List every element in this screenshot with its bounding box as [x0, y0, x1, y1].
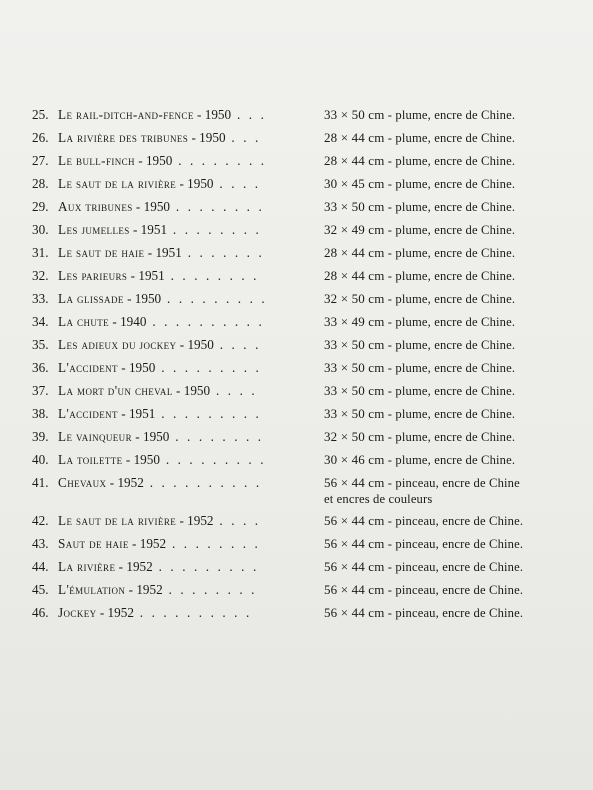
leader-dots: . . . . . . . . .	[152, 559, 259, 574]
desc-separator: -	[384, 384, 396, 398]
item-description	[324, 222, 569, 238]
item-title	[58, 605, 310, 621]
item-title-text: La glissade	[58, 291, 124, 306]
item-title-text: Saut de haie	[58, 536, 129, 551]
item-number: 40.	[32, 452, 49, 467]
item-description	[324, 153, 569, 169]
desc-separator: -	[384, 476, 396, 490]
item-medium: plume, encre de Chine.	[395, 246, 516, 260]
item-description	[324, 406, 569, 422]
desc-separator: -	[384, 606, 396, 620]
item-year: 1950	[199, 130, 226, 145]
title-separator: -	[96, 605, 108, 620]
title-separator: -	[122, 452, 134, 467]
item-title	[58, 337, 310, 353]
leader-dots: . . . . . . . . .	[155, 406, 262, 421]
title-separator: -	[134, 153, 146, 168]
item-title-text: La rivière des tribunes	[58, 130, 189, 145]
list-item	[0, 513, 593, 536]
desc-separator: -	[384, 223, 396, 237]
item-number: 28.	[32, 176, 49, 191]
leader-dots: . . . . . . . .	[172, 153, 267, 168]
desc-separator: -	[384, 108, 396, 122]
item-number: 39.	[32, 429, 49, 444]
item-description	[324, 582, 569, 598]
desc-separator: -	[384, 407, 396, 421]
item-title	[58, 452, 310, 468]
leader-dots: . . . . . . . .	[164, 268, 260, 283]
item-medium: plume, encre de Chine.	[395, 407, 516, 421]
desc-separator: -	[384, 537, 396, 551]
item-medium: plume, encre de Chine.	[395, 200, 516, 214]
item-year: 1950	[183, 383, 211, 398]
item-title-text: Le saut de la rivière	[58, 176, 177, 191]
leader-dots: . . . . . . . .	[170, 199, 265, 214]
item-title-text: Jockey	[58, 605, 97, 620]
list-item	[0, 559, 593, 582]
leader-dots: . . . . . . . . . .	[143, 475, 262, 490]
desc-separator: -	[384, 430, 396, 444]
item-dimensions: 33 × 50 cm	[324, 383, 385, 398]
item-number: 34.	[32, 314, 49, 329]
item-year: 1952	[136, 582, 163, 597]
item-dimensions: 33 × 50 cm	[324, 337, 385, 352]
item-medium: pinceau, encre de Chine.	[395, 537, 524, 551]
item-description	[324, 268, 569, 284]
item-description	[324, 337, 569, 353]
title-separator: -	[193, 107, 205, 122]
list-item	[0, 268, 593, 291]
item-dimensions: 56 × 44 cm	[324, 605, 385, 620]
desc-separator: -	[384, 338, 396, 352]
title-separator: -	[125, 582, 137, 597]
item-title-text: L'accident	[58, 360, 118, 375]
title-separator: -	[176, 337, 188, 352]
list-item	[0, 536, 593, 559]
item-number: 43.	[32, 536, 49, 551]
item-title	[58, 314, 310, 330]
leader-dots: . . . . . . . . .	[159, 452, 267, 467]
item-description	[324, 559, 569, 575]
list-item	[0, 429, 593, 452]
item-medium: pinceau, encre de Chine.	[395, 583, 524, 597]
item-description	[324, 130, 569, 146]
item-title-text: Le vainqueur	[58, 429, 132, 444]
item-year: 1950	[128, 360, 156, 375]
item-dimensions: 30 × 45 cm	[324, 176, 385, 191]
leader-dots: . . . . . . .	[181, 245, 265, 260]
item-description	[324, 245, 569, 261]
desc-separator: -	[384, 315, 396, 329]
list-item	[0, 199, 593, 222]
item-title	[58, 107, 310, 123]
item-title	[58, 536, 310, 552]
item-dimensions: 32 × 50 cm	[324, 429, 385, 444]
item-year: 1951	[138, 268, 165, 283]
title-separator: -	[129, 222, 141, 237]
title-separator: -	[106, 475, 118, 490]
item-number: 46.	[32, 605, 49, 620]
item-description	[324, 314, 569, 330]
item-dimensions: 33 × 50 cm	[324, 360, 385, 375]
title-separator: -	[117, 360, 129, 375]
title-separator: -	[132, 199, 144, 214]
item-dimensions: 56 × 44 cm	[324, 582, 385, 597]
title-separator: -	[123, 291, 135, 306]
item-description	[324, 383, 569, 399]
leader-dots: . . . . . . . .	[162, 582, 258, 597]
item-dimensions: 32 × 50 cm	[324, 291, 385, 306]
item-description	[324, 536, 569, 552]
item-title	[58, 222, 310, 238]
desc-separator: -	[384, 177, 396, 191]
list-item	[0, 222, 593, 245]
item-medium: plume, encre de Chine.	[395, 177, 516, 191]
item-medium: plume, encre de Chine.	[395, 453, 516, 467]
item-medium: plume, encre de Chine.	[395, 384, 516, 398]
item-title	[58, 130, 310, 146]
leader-dots: . . . .	[210, 383, 258, 398]
title-separator: -	[131, 429, 143, 444]
item-title	[58, 153, 310, 169]
item-year: 1950	[204, 107, 232, 122]
title-separator: -	[188, 130, 200, 145]
artwork-list	[0, 107, 593, 628]
item-year: 1940	[120, 314, 147, 329]
item-medium: plume, encre de Chine.	[395, 108, 516, 122]
item-title-text: Les adieux du jockey	[58, 337, 177, 352]
item-title-text: La chute	[58, 314, 110, 329]
item-year: 1950	[187, 176, 214, 191]
item-description	[324, 452, 569, 468]
item-title	[58, 559, 310, 575]
title-separator: -	[109, 314, 121, 329]
list-item	[0, 406, 593, 429]
item-year: 1952	[107, 605, 134, 620]
item-dimensions: 28 × 44 cm	[324, 268, 385, 283]
list-item	[0, 360, 593, 383]
desc-separator: -	[384, 514, 396, 528]
item-medium: plume, encre de Chine.	[395, 223, 516, 237]
item-title-text: Les jumelles	[58, 222, 130, 237]
desc-separator: -	[384, 292, 396, 306]
item-title	[58, 475, 310, 491]
item-title-text: Chevaux	[58, 475, 107, 490]
item-medium: plume, encre de Chine.	[395, 292, 516, 306]
list-item	[0, 605, 593, 628]
item-number: 42.	[32, 513, 49, 528]
item-title	[58, 429, 310, 445]
list-item	[0, 383, 593, 406]
item-year: 1951	[128, 406, 156, 421]
item-title-text: L'émulation	[58, 582, 126, 597]
item-number: 37.	[32, 383, 49, 398]
title-separator: -	[115, 559, 127, 574]
item-dimensions: 33 × 50 cm	[324, 199, 385, 214]
item-dimensions: 33 × 50 cm	[324, 406, 385, 421]
leader-dots: . . . . . . . .	[166, 536, 261, 551]
item-title	[58, 199, 310, 215]
item-number: 35.	[32, 337, 49, 352]
item-title-text: La toilette	[58, 452, 123, 467]
item-number: 38.	[32, 406, 49, 421]
title-separator: -	[127, 268, 139, 283]
item-year: 1952	[117, 475, 144, 490]
item-medium: plume, encre de Chine.	[395, 269, 516, 283]
title-separator: -	[144, 245, 156, 260]
item-medium: pinceau, encre de Chine.	[395, 514, 524, 528]
item-description	[324, 107, 569, 123]
item-medium: pinceau, encre de Chine.	[395, 560, 524, 574]
list-item	[0, 582, 593, 605]
item-title-text: Le saut de haie	[58, 245, 145, 260]
item-number: 44.	[32, 559, 49, 574]
item-year: 1950	[187, 337, 214, 352]
item-title-text: L'accident	[58, 406, 118, 421]
item-medium: plume, encre de Chine.	[395, 154, 516, 168]
item-description	[324, 513, 569, 529]
list-item	[0, 337, 593, 360]
desc-separator: -	[384, 154, 396, 168]
item-number: 26.	[32, 130, 49, 145]
item-year: 1950	[143, 199, 170, 214]
item-number: 29.	[32, 199, 49, 214]
item-year: 1950	[133, 452, 160, 467]
item-year: 1952	[139, 536, 167, 551]
item-description	[324, 199, 569, 215]
item-year: 1952	[126, 559, 153, 574]
item-title-text: Le rail-ditch-and-fence	[58, 107, 194, 122]
item-dimensions: 56 × 44 cm	[324, 559, 385, 574]
list-item	[0, 452, 593, 475]
item-title	[58, 406, 310, 422]
title-separator: -	[117, 406, 129, 421]
item-number: 45.	[32, 582, 49, 597]
item-title	[58, 268, 310, 284]
item-number: 30.	[32, 222, 49, 237]
item-medium: plume, encre de Chine.	[395, 131, 516, 145]
item-title	[58, 513, 310, 529]
title-separator: -	[176, 513, 188, 528]
item-dimensions: 30 × 46 cm	[324, 452, 385, 467]
item-dimensions: 56 × 44 cm	[324, 475, 385, 490]
item-description	[324, 360, 569, 376]
leader-dots: . . .	[225, 130, 261, 145]
desc-separator: -	[384, 200, 396, 214]
leader-dots: . . . .	[213, 337, 262, 352]
leader-dots: . . . . . . . . .	[155, 360, 262, 375]
item-number: 32.	[32, 268, 49, 283]
item-title-text: Le bull-finch	[58, 153, 135, 168]
item-number: 27.	[32, 153, 49, 168]
item-dimensions: 33 × 49 cm	[324, 314, 385, 329]
title-separator: -	[128, 536, 140, 551]
item-year: 1950	[134, 291, 162, 306]
item-title	[58, 291, 310, 307]
list-item	[0, 176, 593, 199]
desc-separator: -	[384, 453, 396, 467]
item-number: 33.	[32, 291, 49, 306]
leader-dots: . . . . . . . .	[169, 429, 264, 444]
item-description	[324, 605, 569, 621]
leader-dots: . . . .	[213, 513, 261, 528]
item-year: 1950	[142, 429, 170, 444]
item-title-text: Les parieurs	[58, 268, 128, 283]
list-item	[0, 130, 593, 153]
item-number: 31.	[32, 245, 49, 260]
item-description	[324, 176, 569, 192]
item-year: 1950	[145, 153, 173, 168]
title-separator: -	[176, 176, 188, 191]
item-medium: pinceau, encre de Chine.	[395, 606, 524, 620]
item-title	[58, 360, 310, 376]
desc-separator: -	[384, 246, 396, 260]
item-description	[324, 429, 569, 445]
leader-dots: . . . . . . . . .	[161, 291, 268, 306]
leader-dots: . . . . . . . .	[167, 222, 262, 237]
item-title	[58, 582, 310, 598]
list-item	[0, 107, 593, 130]
item-medium: pinceau, encre de Chine	[395, 476, 520, 490]
leader-dots: . . .	[231, 107, 267, 122]
item-year: 1951	[140, 222, 168, 237]
item-title-text: La rivière	[58, 559, 116, 574]
item-title	[58, 383, 310, 399]
item-title-text: Aux tribunes	[58, 199, 133, 214]
item-description	[324, 475, 569, 507]
item-dimensions: 28 × 44 cm	[324, 130, 385, 145]
item-title-text: Le saut de la rivière	[58, 513, 177, 528]
desc-separator: -	[384, 269, 396, 283]
desc-separator: -	[384, 560, 396, 574]
item-medium: plume, encre de Chine.	[395, 430, 516, 444]
item-dimensions: 33 × 50 cm	[324, 107, 385, 122]
item-medium: plume, encre de Chine.	[395, 338, 516, 352]
list-item	[0, 153, 593, 176]
desc-separator: -	[384, 131, 396, 145]
item-medium-continued: et encres de couleurs	[324, 492, 433, 506]
list-item	[0, 314, 593, 337]
item-dimensions: 56 × 44 cm	[324, 536, 385, 551]
item-number: 25.	[32, 107, 49, 122]
item-description	[324, 291, 569, 307]
item-title	[58, 176, 310, 192]
leader-dots: . . . . . . . . . .	[146, 314, 265, 329]
item-number: 41.	[32, 475, 49, 490]
item-title-text: La mort d'un cheval	[58, 383, 173, 398]
list-item	[0, 475, 593, 513]
item-medium: plume, encre de Chine.	[395, 315, 516, 329]
list-item	[0, 245, 593, 268]
desc-separator: -	[384, 583, 396, 597]
leader-dots: . . . .	[213, 176, 261, 191]
item-year: 1951	[155, 245, 182, 260]
list-item	[0, 291, 593, 314]
desc-separator: -	[384, 361, 396, 375]
title-separator: -	[172, 383, 184, 398]
leader-dots: . . . . . . . . . .	[133, 605, 252, 620]
item-dimensions: 28 × 44 cm	[324, 245, 385, 260]
item-dimensions: 28 × 44 cm	[324, 153, 385, 168]
item-year: 1952	[187, 513, 214, 528]
item-dimensions: 32 × 49 cm	[324, 222, 385, 237]
item-dimensions: 56 × 44 cm	[324, 513, 385, 528]
item-title	[58, 245, 310, 261]
item-number: 36.	[32, 360, 49, 375]
item-medium: plume, encre de Chine.	[395, 361, 516, 375]
